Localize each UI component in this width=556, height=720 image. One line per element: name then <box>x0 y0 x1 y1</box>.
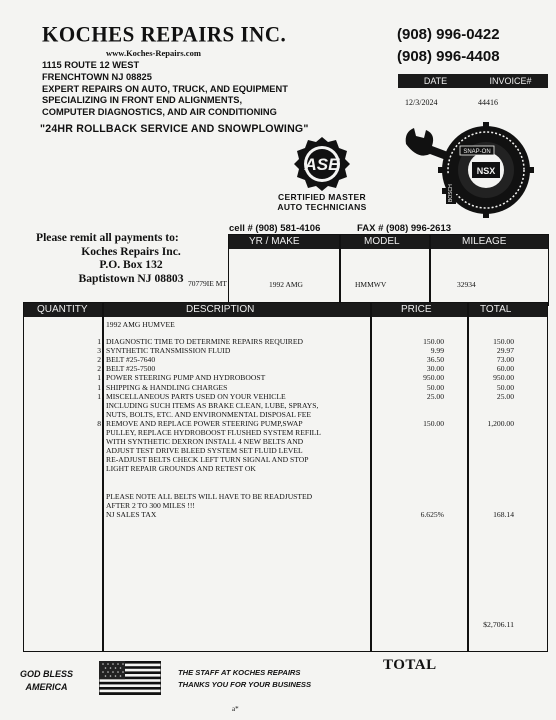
fax-number: FAX # (908) 996-2613 <box>357 223 452 234</box>
address-line: 1115 ROUTE 12 WEST <box>42 60 140 70</box>
staff-thanks <box>178 667 311 691</box>
line-item-total: 50.00 <box>496 382 514 392</box>
line-item-total: 150.00 <box>493 337 514 346</box>
vehicle-model: HMMWV <box>355 280 387 289</box>
line-item-price: 36.50 <box>426 355 444 365</box>
page-mark: a* <box>232 705 239 713</box>
model-header: MODEL <box>364 236 400 247</box>
god-bless-america <box>20 668 73 694</box>
remit-line: Baptistown NJ 08803 <box>78 271 184 285</box>
line-item-description: INCLUDING SUCH ITEMS AS BRAKE CLEAN, LUBE, SPRAYS, <box>106 400 319 410</box>
line-item-price: 950.00 <box>423 373 444 383</box>
cell-number: cell # (908) 581-4106 <box>229 223 321 234</box>
company-website: www.Koches-Repairs.com <box>106 48 201 58</box>
line-item-description: REMOVE AND REPLACE POWER STEERING PUMP,SWAP <box>106 418 303 428</box>
staff-line: THE STAFF AT KOCHES REPAIRS <box>178 668 301 677</box>
date-label: DATE <box>423 76 448 86</box>
mileage-header: MILEAGE <box>462 236 507 247</box>
vin-fragment: 70779IE MT <box>188 279 227 288</box>
vehicle-year-make: 1992 AMG <box>269 280 303 289</box>
phone-line: (908) 996-0422 <box>397 26 500 43</box>
line-item-quantity: 1 <box>97 337 101 346</box>
nsx-label: NSX <box>476 166 496 176</box>
line-item-price: 150.00 <box>423 337 444 346</box>
address-line: COMPUTER DIAGNOSTICS, AND AIR CONDITIONING <box>42 107 277 118</box>
line-item-description: POWER STEERING PUMP AND HYDROBOOST <box>106 373 266 383</box>
god-bless-line: GOD BLESS <box>20 669 74 679</box>
job-title: 1992 AMG HUMVEE <box>106 320 175 329</box>
line-item-price: 30.00 <box>426 364 444 374</box>
line-item-description: BELT #25-7640 <box>106 355 156 365</box>
remit-line: Koches Repairs Inc. <box>81 244 181 258</box>
line-item-description: NUTS, BOLTS, ETC. AND ENVIRONMENTAL DISPOSAL FEE <box>106 409 312 419</box>
snapon-tools-logo-icon <box>402 122 534 218</box>
address-line: FRENCHTOWN NJ 08825 <box>42 71 152 82</box>
quantity-header: QUANTITY <box>37 304 88 315</box>
address-line: SPECIALIZING IN FRONT END ALIGNMENTS, <box>42 95 243 106</box>
tax-amount: 168.14 <box>493 510 514 519</box>
address-line: EXPERT REPAIRS ON AUTO, TRUCK, AND EQUIPMENT <box>42 83 288 94</box>
line-item-total: 1,200.00 <box>487 418 514 428</box>
cell-fax-line <box>229 223 451 234</box>
god-bless-line: AMERICA <box>25 682 68 692</box>
total-header: TOTAL <box>480 304 512 315</box>
company-address <box>42 60 288 119</box>
line-item-total: 950.00 <box>493 373 514 383</box>
line-item-description: BELT #25-7500 <box>106 364 156 374</box>
phone-line: (908) 996-4408 <box>397 48 500 65</box>
grand-total: $2,706.11 <box>483 620 514 629</box>
snapon-label: SNAP-ON <box>463 149 491 155</box>
line-item-total: 60.00 <box>496 364 514 374</box>
line-item-quantity: 1 <box>97 391 101 401</box>
line-item-description: SHIPPING & HANDLING CHARGES <box>106 382 228 392</box>
line-item-quantity: 1 <box>97 373 101 383</box>
invoice-date: 12/3/2024 <box>405 98 438 107</box>
tagline: "24HR ROLLBACK SERVICE AND SNOWPLOWING" <box>40 123 309 135</box>
line-item-description: DIAGNOSTIC TIME TO DETERMINE REPAIRS REQUIRED <box>106 337 303 346</box>
remit-line: P.O. Box 132 <box>99 258 163 272</box>
description-header: DESCRIPTION <box>186 304 255 315</box>
yr-make-header: YR / MAKE <box>249 236 300 247</box>
line-item-price: 25.00 <box>426 391 444 401</box>
line-item-total: 29.97 <box>496 346 514 356</box>
remit-block <box>36 231 226 285</box>
line-item-price: 9.99 <box>430 346 444 356</box>
ase-logo-text: ASE <box>304 155 340 174</box>
vehicle-table <box>228 234 549 306</box>
date-invoice-header <box>398 74 548 88</box>
note-line: PLEASE NOTE ALL BELTS WILL HAVE TO BE READJUSTED <box>106 492 313 501</box>
invoice-label: INVOICE# <box>489 76 532 86</box>
price-header: PRICE <box>401 304 432 315</box>
line-item-description: RE-ADJUST BELTS CHECK LEFT TURN SIGNAL AND STOP <box>106 455 309 465</box>
line-item-description: PULLEY, REPLACE HYDROBOOST FLUSHED SYSTEM REFILL <box>106 428 321 437</box>
tax-rate: 6.625% <box>420 510 444 519</box>
line-item-quantity: 1 <box>97 382 101 392</box>
line-item-description: SYNTHETIC TRANSMISSION FLUID <box>106 346 231 356</box>
line-item-total: 73.00 <box>496 355 514 365</box>
vehicle-mileage: 32934 <box>457 280 476 289</box>
line-item-total: 25.00 <box>496 391 514 401</box>
line-item-quantity: 2 <box>97 355 101 365</box>
remit-heading: Please remit all payments to: <box>36 231 179 244</box>
total-label: TOTAL <box>383 657 437 673</box>
us-flag-icon <box>99 661 161 695</box>
line-item-quantity: 8 <box>97 418 101 428</box>
certified-text <box>262 192 382 212</box>
line-item-quantity: 3 <box>97 346 101 356</box>
invoice-number: 44416 <box>478 98 498 107</box>
certified-line: CERTIFIED MASTER <box>278 192 366 202</box>
company-name: KOCHES REPAIRS INC. <box>42 21 287 47</box>
line-item-description: WITH SYNTHETIC DEXRON INSTALL 4 NEW BELTS AND <box>106 437 304 447</box>
line-item-quantity: 2 <box>97 364 101 374</box>
bosch-label: BOSCH <box>448 184 454 202</box>
line-item-price: 150.00 <box>423 418 444 428</box>
line-item-description: ADJUST TEST DRIVE BLEED SYSTEM SET FLUID LEVEL <box>106 446 303 456</box>
staff-line: THANKS YOU FOR YOUR BUSINESS <box>178 680 312 689</box>
ase-logo-icon <box>272 136 372 192</box>
phone-numbers <box>397 24 500 68</box>
note-line: AFTER 2 TO 300 MILES !!! <box>106 501 195 510</box>
certified-line: AUTO TECHNICIANS <box>277 202 367 212</box>
line-item-description: LIGHT REPAIR GROUNDS AND RETEST OK <box>106 464 256 474</box>
tax-label: NJ SALES TAX <box>106 510 157 519</box>
line-item-description: MISCELLANEOUS PARTS USED ON YOUR VEHICLE <box>106 391 286 401</box>
line-item-price: 50.00 <box>426 382 444 392</box>
vehicle-table-header <box>229 235 548 249</box>
